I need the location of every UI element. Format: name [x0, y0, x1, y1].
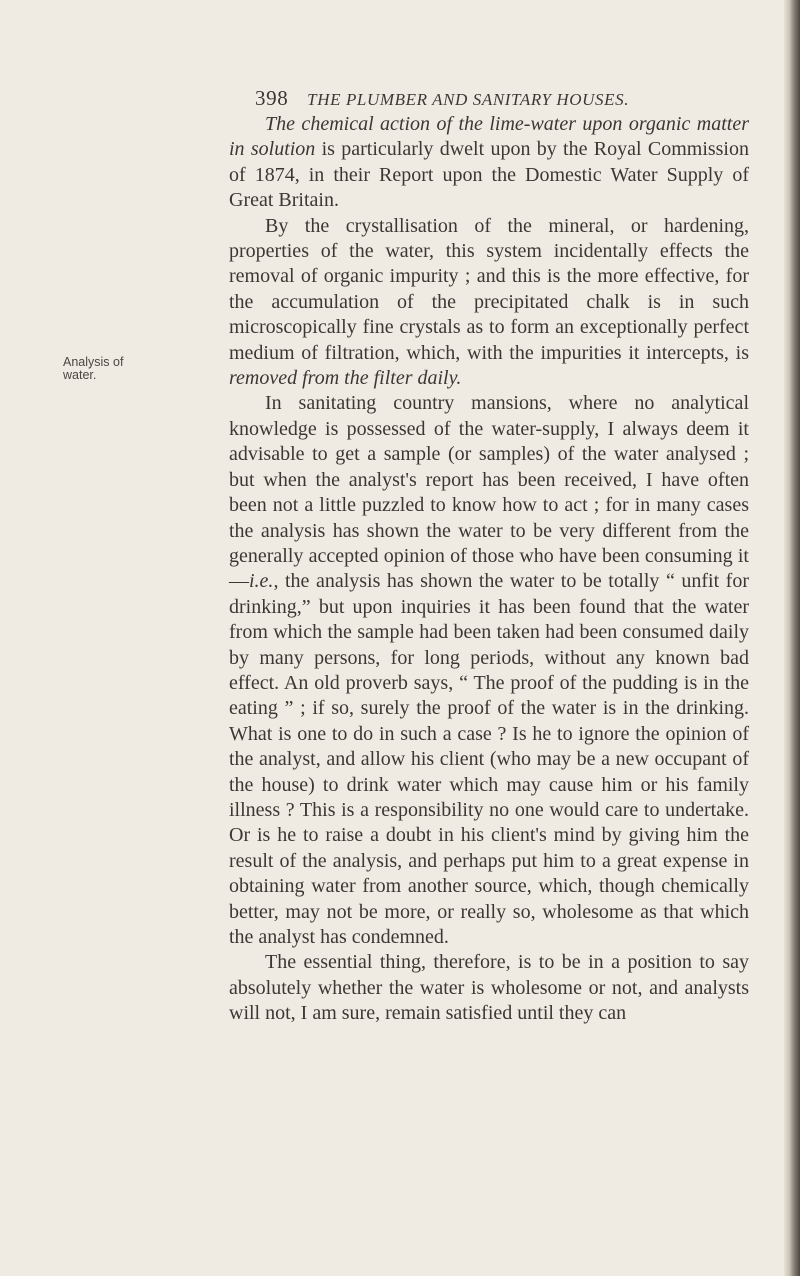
- paragraph-text: In sanitating country mansions, where no analytical knowledge is possessed of the water-supply, I always deem it advisable to get a sample (or samples) of the water analysed ; but when the analyst's report has been received, I have often been not a little puzzled to know how to act ; for in many cases the analysis has shown the water to be very different from the generally accepted opinion of those who have been consuming it—: [229, 392, 749, 593]
- paragraph: [229, 950, 749, 1026]
- paragraph-text: is particularly dwelt upon by the Royal Commission of 1874, in their Report upon the Domestic Water Supply of Great Britain.: [229, 138, 749, 212]
- paragraph: [229, 214, 749, 392]
- page-number: 398: [255, 86, 289, 110]
- paragraph-text: The essential thing, therefore, is to be in a position to say absolutely whether the water is wholesome or not, and analysts will not, I am sure, remain satisfied until they can: [229, 951, 749, 1025]
- running-title: THE PLUMBER AND SANITARY HOUSES.: [307, 90, 630, 109]
- paragraph-text: By the crystallisation of the mineral, or hardening, properties of the water, this system incidentally effects the removal of organic impurity ; and this is the more effective, for the accumulation of the precipitated chalk is in such microscopically fine crystals as to form an exceptionally perfect medium of filtration, which, with the impurities it intercepts, is: [229, 214, 749, 364]
- paragraph: [229, 112, 749, 214]
- body-text: [229, 112, 749, 1027]
- margin-note: Analysis of water.: [63, 355, 124, 382]
- paragraph-text-italic: removed from the filter daily.: [229, 367, 462, 390]
- page-edge-shadow: [784, 0, 800, 1276]
- paragraph: [229, 391, 749, 950]
- paragraph-text: , the analysis has shown the water to be totally “ unfit for drinking,” but upon inquiries it has been found that the water from which the sample had been taken had been consumed daily by many persons, for long periods, without any known bad effect. An old proverb says, “ The proof of the pudding is in the eating ” ; if so, surely the proof of the water is in the drinking. What is one to do in such a case ? Is he to ignore the opinion of the analyst, and allow his client (who may be a new occupant of the house) to drink water which may cause him or his family illness ? This is a responsibility no one would care to undertake. Or is he to raise a doubt in his client's mind by giving him the result of the analysis, and perhaps put him to a great expense in obtaining water from another source, which, though chemically better, may not be more, or really so, wholesome as that which the analyst has condemned.: [229, 570, 749, 948]
- paragraph-text-italic: i.e.: [249, 570, 274, 593]
- paragraph-text-italic: The chemical action of the lime-water upon organic matter in solution: [229, 113, 749, 161]
